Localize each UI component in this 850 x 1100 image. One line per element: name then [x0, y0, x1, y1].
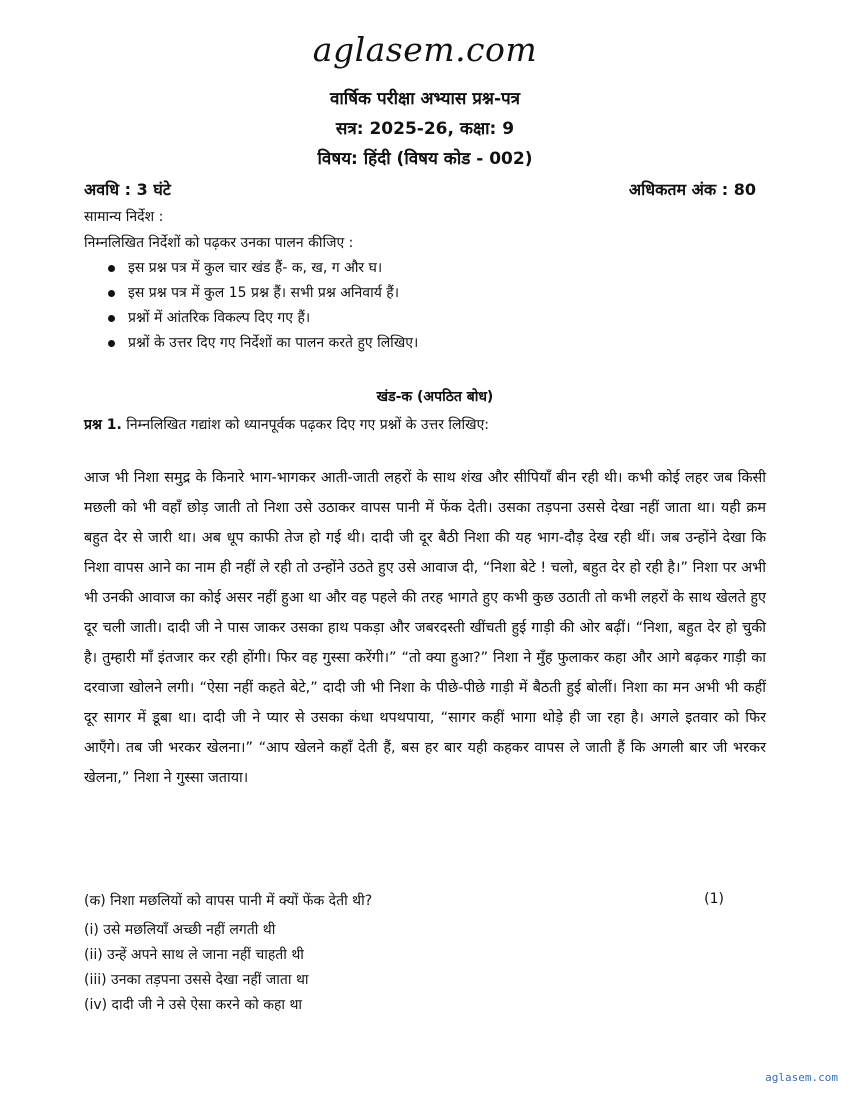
unseen-passage: आज भी निशा समुद्र के किनारे भाग-भागकर आती-जाती लहरों के साथ शंख और सीपियाँ बीन रही थी। कभी कोई लहर जब किसी मछली को भी वहाँ छोड़ जाती तो निशा उसे उठाकर वापस पानी में फेंक देती। उसका तड़पना उससे देखा नहीं जाता था। यही क्रम बहुत देर से जारी था। अब धूप काफी तेज हो गई थी। दादी जी दूर बैठी निशा की यह भाग-दौड़ देख रही थीं। जब उन्होंने देखा कि निशा वापस आने का नाम ही नहीं ले रही तो उन्होंने उठते हुए उसे आवाज दी, “निशा बेटे ! चलो, बहुत देर हो रही है।” निशा पर अभी भी उनकी आवाज का कोई असर नहीं हुआ था और वह पहले की तरह भागते हुए कभी कुछ उठाती तो कभी लहरों के साथ खेलते हुए दूर चली जाती। दादी जी ने पास जाकर उसका हाथ पकड़ा और जबरदस्ती खींचती हुई गाड़ी की ओर बढ़ीं। “निशा, बहुत देर हो चुकी है। तुम्हारी माँ इंतजार कर रही होंगी। फिर वह गुस्सा करेंगी।” “तो क्या हुआ?” निशा ने मुँह फुलाकर कहा और आगे बढ़कर गाड़ी का दरवाजा खोलने लगी। “ऐसा नहीं कहते बेटे,” दादी जी भी निशा के पीछे-पीछे गाड़ी में बैठती हुई बोलीं। निशा का मन अभी भी कहीं दूर सागर में डूबा था। दादी जी ने प्यार से उसका कंधा थपथपाया, “सागर कहीं भागा थोड़े ही जा रहा है। अगले इतवार को फिर आएँगे। तब जी भरकर खेलना।” “आप खेलने कहाँ देती हैं, बस हर बार यही कहकर वापस ले जाती हैं कि अगली बार जी भरकर खेलना,” निशा ने गुस्सा जताया।	[84, 470, 766, 786]
footer-url[interactable]: aglasem.com	[765, 1071, 838, 1084]
question-number: प्रश्न 1.	[84, 417, 122, 433]
sub-question-text: (क) निशा मछलियों को वापस पानी में क्यों फेंक देती थी?	[84, 893, 373, 909]
bullet-icon	[108, 290, 115, 297]
paper-title: वार्षिक परीक्षा अभ्यास प्रश्न-पत्र	[329, 89, 521, 109]
answer-option: (iii) उनका तड़पना उससे देखा नहीं जाता था	[84, 972, 309, 988]
instruction-item: प्रश्नों के उत्तर दिए गए निर्देशों का पालन करते हुए लिखिए।	[104, 332, 418, 357]
section-title: खंड-क (अपठित बोध)	[376, 389, 494, 405]
instructions-intro: निम्नलिखित निर्देशों को पढ़कर उनका पालन कीजिए :	[84, 235, 354, 251]
session-class: सत्र: 2025-26, कक्षा: 9	[335, 119, 515, 139]
answer-options	[84, 919, 309, 1019]
duration-label: अवधि : 3 घंटे	[84, 180, 171, 199]
question-heading	[84, 415, 489, 434]
sub-question-marks: (1)	[704, 891, 724, 907]
bullet-icon	[108, 340, 115, 347]
question-text: निम्नलिखित गद्यांश को ध्यानपूर्वक पढ़कर दिए गए प्रश्नों के उत्तर लिखिए:	[126, 417, 490, 433]
general-instructions-heading: सामान्य निर्देश :	[84, 209, 164, 225]
bullet-icon	[108, 315, 115, 322]
answer-option: (iv) दादी जी ने उसे ऐसा करने को कहा था	[84, 997, 303, 1013]
bullet-icon	[108, 265, 115, 272]
site-logo: aglasem.com	[312, 30, 538, 69]
instruction-item: प्रश्नों में आंतरिक विकल्प दिए गए हैं।	[104, 307, 418, 332]
instruction-item: इस प्रश्न पत्र में कुल 15 प्रश्न हैं। सभी प्रश्न अनिवार्य हैं।	[104, 282, 418, 307]
subject-code: विषय: हिंदी (विषय कोड - 002)	[317, 149, 533, 169]
answer-option: (i) उसे मछलियाँ अच्छी नहीं लगती थी	[84, 922, 276, 938]
instruction-item: इस प्रश्न पत्र में कुल चार खंड हैं- क, ख, ग और घ।	[104, 257, 418, 282]
sub-question	[84, 891, 724, 910]
max-marks-label: अधिकतम अंक : 80	[628, 180, 756, 199]
answer-option: (ii) उन्हें अपने साथ ले जाना नहीं चाहती थी	[84, 947, 304, 963]
instructions-list	[104, 257, 418, 357]
